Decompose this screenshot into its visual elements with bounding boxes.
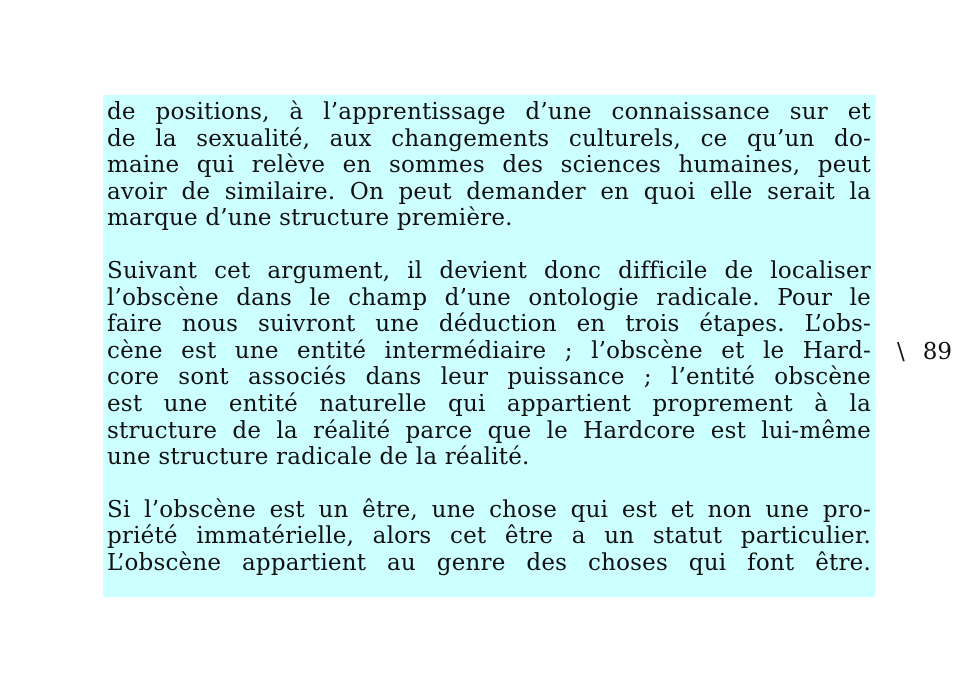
text-line: structure de la réalité parce que le Hardcore est lui-même: [107, 417, 871, 444]
text-line: marque d’une structure première.: [107, 205, 513, 232]
text-line: priété immatérielle, alors cet être a un statut particulier.: [107, 523, 871, 550]
text-line: une structure radicale de la réalité.: [107, 444, 530, 471]
paragraph-3: [107, 497, 871, 577]
text-line: core sont associés dans leur puissance ; l’entité obscène: [107, 364, 871, 391]
text-line: est une entité naturelle qui appartient proprement à la: [107, 390, 871, 417]
text-line: cène est une entité intermédiaire ; l’obscène et le Hard-: [107, 337, 871, 364]
paragraph-1: [107, 99, 871, 232]
page-separator: \: [897, 339, 905, 365]
paragraph-2: [107, 258, 871, 471]
text-line: maine qui relève en sommes des sciences humaines, peut: [107, 152, 871, 179]
text-line: avoir de similaire. On peut demander en quoi elle serait la: [107, 178, 871, 205]
page-number-marker: [897, 338, 952, 366]
text-line: l’obscène dans le champ d’une ontologie radicale. Pour le: [107, 284, 871, 311]
text-line: de positions, à l’apprentissage d’une connaissance sur et: [107, 99, 871, 125]
text-line: Suivant cet argument, il devient donc difficile de localiser: [107, 257, 871, 284]
text-line: faire nous suivront une déduction en trois étapes. L’obs-: [107, 311, 871, 338]
text-line: de la sexualité, aux changements culturels, ce qu’un do-: [107, 125, 871, 152]
highlighted-text-block: [103, 95, 875, 597]
text-line: Si l’obscène est un être, une chose qui est et non une pro-: [107, 496, 871, 523]
page-number: 89: [922, 339, 953, 365]
text-line: L’obscène appartient au genre des choses qui font être.: [107, 549, 871, 576]
